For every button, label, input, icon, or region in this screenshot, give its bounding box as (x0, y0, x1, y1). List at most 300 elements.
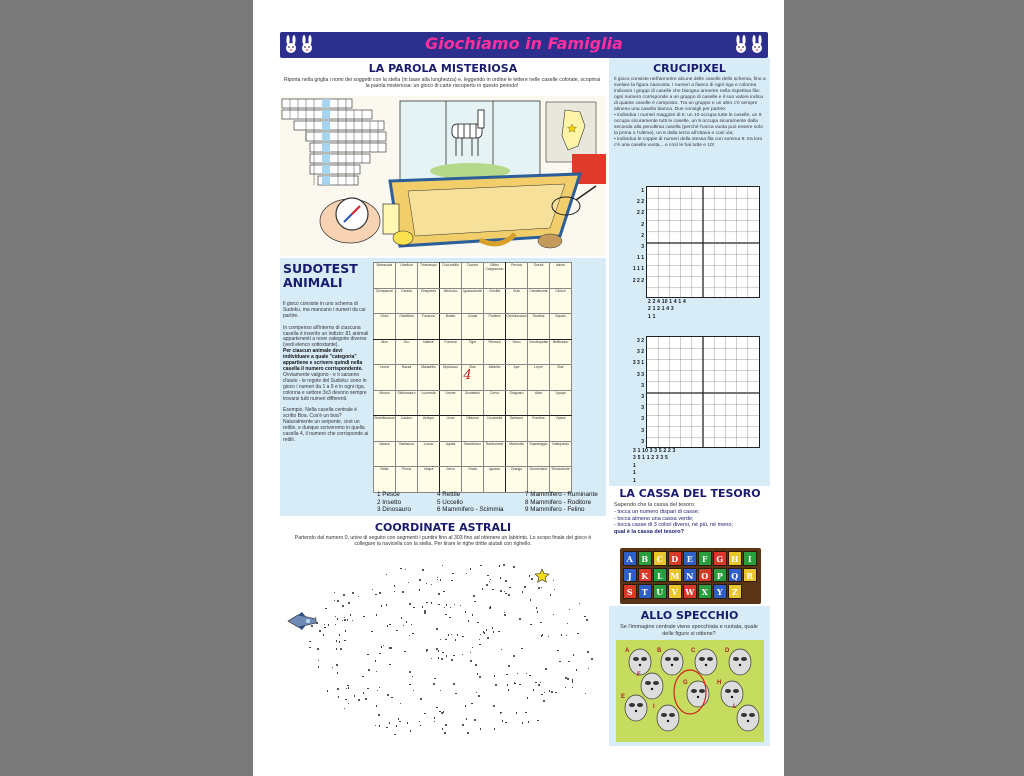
maze-dot (462, 724, 464, 726)
maze-dot (537, 611, 539, 613)
maze-dot (443, 711, 445, 713)
treasure-chest[interactable] (713, 568, 727, 583)
maze-dot (516, 712, 518, 714)
maze-dot (524, 586, 526, 588)
maze-dot (554, 589, 556, 591)
treasure-chest[interactable] (668, 584, 682, 599)
maze-dot (486, 629, 488, 631)
maze-dot (478, 695, 480, 697)
chest-letter: E (686, 554, 693, 564)
maze-dot (519, 684, 521, 686)
sudoku-cell[interactable]: Canbia (396, 288, 418, 314)
maze-dot (521, 648, 523, 650)
crucipixel-1-col-clues: 2 2 4 10 1 4 1 4 2 1 2 1 4 3 1 1 (648, 299, 686, 320)
maze-dot (379, 687, 381, 689)
sudoku-cell[interactable]: Ape (506, 365, 528, 391)
sudoku-cell[interactable]: Castoro (396, 416, 418, 442)
treasure-chest[interactable] (728, 584, 742, 599)
raccoon-figure[interactable] (737, 705, 759, 731)
sudoku-cell[interactable]: Gufo (506, 288, 528, 314)
crucipixel-grid-2[interactable] (646, 336, 760, 448)
maze-dot (440, 579, 442, 581)
treasure-chest[interactable] (638, 584, 652, 599)
maze-dot (543, 700, 545, 702)
treasure-chest[interactable] (638, 568, 652, 583)
treasure-chest[interactable] (668, 568, 682, 583)
maze-dot (443, 591, 445, 593)
maze-dot (338, 696, 340, 698)
maze-dot (529, 675, 531, 677)
sudoku-cell[interactable]: Lepre (528, 365, 550, 391)
sudoku-cell[interactable]: Sheirillosauro (374, 416, 396, 442)
sudoku-cell[interactable]: Scarafaggio (528, 441, 550, 467)
sudoku-cell[interactable]: Alce (374, 339, 396, 365)
maze-dot (336, 648, 338, 650)
maze-dot (367, 654, 369, 656)
sudoku-cell[interactable]: Stichosauro (396, 390, 418, 416)
raccoon-figure[interactable] (729, 649, 751, 675)
treasure-chest[interactable] (728, 568, 742, 583)
maze-dot (336, 664, 338, 666)
sudoku-cell[interactable]: Aquila (440, 441, 462, 467)
maze-dot (540, 682, 542, 684)
chest-letter: W (685, 587, 695, 597)
maze-dot (472, 647, 474, 649)
sudoku-cell[interactable]: Gibbone (462, 416, 484, 442)
sudoku-cell[interactable]: Luccio (418, 441, 440, 467)
maze-dot (394, 734, 396, 736)
sudoku-cell[interactable]: Tricotodonte (550, 467, 572, 493)
sudoku-cell[interactable]: Camaleonte (528, 288, 550, 314)
chest-letter: R (746, 570, 754, 581)
sudoku-cell[interactable]: Salmone (506, 416, 528, 442)
maze-dot (389, 624, 391, 626)
sudoku-cell[interactable]: Ghiro (374, 314, 396, 340)
parola-title: LA PAROLA MISTERIOSA (368, 62, 518, 75)
raccoon-figure[interactable] (625, 695, 647, 721)
sudoku-cell[interactable]: Lince (440, 416, 462, 442)
treasure-chest[interactable] (698, 551, 712, 566)
maze-dot (335, 624, 337, 626)
maze-dot (508, 594, 510, 596)
maze-dot (454, 604, 456, 606)
maze-dot (529, 575, 531, 577)
sudoku-cell[interactable]: Dromedario (528, 467, 550, 493)
figure-label: B (657, 648, 662, 654)
sudoku-cell[interactable]: Ghepardo (418, 288, 440, 314)
treasure-chest[interactable] (623, 568, 637, 583)
sudoku-cell[interactable]: Puma (396, 467, 418, 493)
maze-dot (528, 721, 530, 723)
sudoku-cell[interactable]: Squalo (550, 314, 572, 340)
sudoku-cell[interactable]: Lucertola (418, 390, 440, 416)
maze-dot (541, 587, 543, 589)
maze-dot (486, 584, 488, 586)
maze-dot (375, 725, 377, 727)
maze-dot (487, 575, 489, 577)
sudoku-cell[interactable]: Vespa (418, 467, 440, 493)
maze-dot (544, 692, 546, 694)
star-icon (534, 568, 550, 584)
maze-dot (354, 695, 356, 697)
sudoku-cell[interactable]: Scoiattolo (462, 390, 484, 416)
sudoku-cell[interactable]: Orata (462, 467, 484, 493)
chest-letter: F (701, 554, 708, 564)
maze-dot (407, 722, 409, 724)
sudoku-cell[interactable]: Mosca (374, 390, 396, 416)
sudoku-cell[interactable]: Bue (550, 365, 572, 391)
treasure-chest[interactable] (743, 551, 757, 566)
maze-dot (504, 612, 506, 614)
maze-dot (381, 646, 383, 648)
figure-label: H (717, 680, 722, 686)
maze-dot (379, 653, 381, 655)
maze-dot (332, 667, 334, 669)
maze-dot (318, 666, 320, 668)
page-title: Giochiamo in Famiglia (425, 34, 623, 53)
chest-letter: K (641, 570, 649, 581)
sudoku-cell[interactable]: Ortwittina (396, 314, 418, 340)
maze-dot (453, 655, 455, 657)
sudoku-cell[interactable]: Triceratopo (418, 263, 440, 289)
sudoku-cell[interactable]: Marmotta (506, 441, 528, 467)
sudoku-cell[interactable]: Scimpanzé (374, 288, 396, 314)
maze-dot (344, 640, 346, 642)
maze-dot (342, 620, 344, 622)
maze-dot (389, 664, 391, 666)
maze-dot (413, 607, 415, 609)
maze-dot (569, 609, 571, 611)
sudoku-cell[interactable]: Leone (374, 365, 396, 391)
sudoku-cell[interactable]: Gattopardo (550, 441, 572, 467)
sudoku-cell[interactable]: Sardina (528, 314, 550, 340)
chest-letter: L (656, 570, 663, 581)
maze-dot (327, 690, 329, 692)
crucipixel-title: CRUCIPIXEL (653, 62, 726, 75)
maze-dot (438, 650, 440, 652)
maze-dot (409, 684, 411, 686)
chest-letter: V (671, 587, 678, 597)
sudoku-cell[interactable]: Merluzzo (440, 288, 462, 314)
specchio-figures[interactable] (616, 640, 764, 742)
maze-dot (324, 624, 326, 626)
maze-dot (475, 664, 477, 666)
maze-dot (537, 720, 539, 722)
sudoku-cell[interactable]: Anilope (418, 416, 440, 442)
sudoku-cell[interactable]: Rondine (528, 416, 550, 442)
maze-dot (470, 568, 472, 570)
sudoku-cell[interactable]: Iguana (484, 467, 506, 493)
crucipixel-2-row-clues: 3 2 3 2 3 3 1 3 3 3 3 3 3 3 3 (632, 338, 644, 445)
sudoku-cell[interactable]: Diplodoco (440, 365, 462, 391)
maze-dot (413, 690, 415, 692)
sudoku-cell[interactable]: Coccinella (484, 416, 506, 442)
sudoku-cell[interactable]: Cerottopsale (528, 339, 550, 365)
sudoku-grid[interactable] (373, 262, 583, 490)
maze-dot (584, 616, 586, 618)
maze-dot (457, 634, 459, 636)
raccoon-figure[interactable] (721, 681, 743, 707)
sudoku-cell[interactable]: Boa (462, 365, 484, 391)
maze-dot (530, 624, 532, 626)
maze-dot (566, 635, 568, 637)
maze-dot (450, 607, 452, 609)
treasure-chest[interactable] (668, 551, 682, 566)
treasure-chest[interactable] (623, 584, 637, 599)
maze-dot (405, 569, 407, 571)
sudoku-cell[interactable]: Razza (396, 365, 418, 391)
sudoku-example-number: 4 (463, 368, 472, 383)
sudoku-cell[interactable]: Libellula (396, 263, 418, 289)
sudoku-cell[interactable]: Istrice (550, 263, 572, 289)
sudoku-cell[interactable]: Natrice (418, 339, 440, 365)
sudoku-cell[interactable]: Cicala (462, 314, 484, 340)
maze-dot (426, 651, 428, 653)
sudoku-cell[interactable]: Giaguaro (506, 390, 528, 416)
sudoku-cell[interactable]: Corvo (484, 390, 506, 416)
sudoku-cell[interactable]: Condor (462, 263, 484, 289)
maze-dot (446, 655, 448, 657)
chest-letter: N (686, 570, 694, 581)
maze-dot (498, 631, 500, 633)
maze-dot (400, 703, 402, 705)
sudoku-cell[interactable]: Geco (506, 339, 528, 365)
sudoku-cell[interactable]: Barracuda (374, 263, 396, 289)
maze-dot (451, 580, 453, 582)
sudoku-cell[interactable]: Remora (484, 339, 506, 365)
sudoku-cell[interactable]: Varano (374, 441, 396, 467)
maze-dot (344, 617, 346, 619)
sudoku-cell[interactable]: Maiadrillo (418, 365, 440, 391)
maze-dot (460, 605, 462, 607)
sudoku-cell[interactable]: Coccodrillo (440, 263, 462, 289)
maze-dot (477, 673, 479, 675)
sudoku-cell[interactable]: Alice (528, 390, 550, 416)
maze-dot (345, 699, 347, 701)
maze-dot (337, 618, 339, 620)
maze-dot (451, 634, 453, 636)
maze-dot (585, 693, 587, 695)
maze-dot (490, 579, 492, 581)
dot-to-dot-puzzle[interactable] (309, 554, 605, 744)
sudoku-row (374, 314, 572, 340)
maze-dot (438, 657, 440, 659)
maze-dot (371, 631, 373, 633)
maze-dot (434, 678, 436, 680)
treasure-chest[interactable] (653, 551, 667, 566)
maze-dot (398, 718, 400, 720)
chest-letter: P (716, 570, 723, 581)
maze-dot (399, 721, 401, 723)
parola-illustration (280, 96, 606, 256)
sudoku-row (374, 467, 572, 493)
treasure-chest[interactable] (638, 551, 652, 566)
treasure-chest[interactable] (698, 568, 712, 583)
raccoon-figure[interactable] (657, 705, 679, 731)
sudoku-cell[interactable]: Cinciltà (484, 288, 506, 314)
treasure-chest[interactable] (713, 584, 727, 599)
maze-dot (476, 692, 478, 694)
maze-dot (335, 616, 337, 618)
sudotest-text: Il gioco consiste in uno schema di Sudoku, ma mancano i numeri da cui partire. In compenso all'interno di ciascuna casella è inserito un indizio: 81 animali appartenenti a nove categorie diverse (vedi elenco sottostante). Per ciascun animale devi individuare a quale "categoria" appartiene e scrivere quindi nella casella il numero corrispondente. Ovviamente valgono - e ti saranno d'aiuto - le regole del Sudoku: sono in gioco i numeri da 1 a 9 e in ogni riga, colonna e settore 3x3 devono sempre trovarsi tutti numeri differenti. Esempio. Nella casella centrale è scritto Boa. Cos'è un boa? Naturalmente un serpente, cioè un rettile, e dunque scriveremo in quella casella 4, il numero che corrisponde ai rettili. (283, 301, 369, 443)
sudoku-cell[interactable]: Tigre (462, 339, 484, 365)
spaceship-icon (286, 612, 320, 630)
maze-dot (339, 641, 341, 643)
maze-dot (347, 619, 349, 621)
sudoku-cell[interactable]: Pantera (484, 314, 506, 340)
maze-dot (441, 658, 443, 660)
maze-dot (465, 611, 467, 613)
maze-dot (468, 620, 470, 622)
maze-dot (470, 660, 472, 662)
maze-dot (378, 714, 380, 716)
maze-dot (548, 636, 550, 638)
maze-dot (513, 655, 515, 657)
maze-dot (408, 582, 410, 584)
maze-dot (540, 622, 542, 624)
treasure-chest[interactable] (713, 551, 727, 566)
maze-dot (541, 694, 543, 696)
maze-dot (386, 727, 388, 729)
treasure-chest[interactable] (698, 584, 712, 599)
maze-dot (505, 580, 507, 582)
maze-dot (536, 607, 538, 609)
sudoku-row (374, 288, 572, 314)
figure-label: F (637, 672, 641, 678)
sudoku-cell[interactable]: Cimice (550, 288, 572, 314)
maze-dot (505, 593, 507, 595)
sudoku-cell[interactable]: Bufalo (440, 314, 462, 340)
crucipixel-grid-1[interactable] (646, 186, 760, 298)
maze-dot (587, 651, 589, 653)
sudoku-cell[interactable]: Ratto (374, 467, 396, 493)
maze-dot (352, 592, 354, 594)
figure-label: C (691, 648, 696, 654)
treasure-chest[interactable] (728, 551, 742, 566)
sudoku-cell[interactable]: Cervo (440, 467, 462, 493)
maze-dot (525, 712, 527, 714)
maze-dot (465, 705, 467, 707)
sudoku-cell[interactable]: Ranfomnce (484, 441, 506, 467)
maze-dot (420, 725, 422, 727)
maze-dot (347, 685, 349, 687)
maze-dot (507, 684, 509, 686)
maze-dot (568, 661, 570, 663)
sudotest-legend: 1 Pesce 2 Insetto 3 Dinosauro 4 Rettile 5 Uccello 6 Mammifero - Scimmia 7 Mammifero - Ruminante 8 Mammifero - Roditore 9 Mammifero - Felino (377, 491, 598, 514)
sudoku-cell[interactable]: Stambecco (462, 441, 484, 467)
maze-dot (508, 689, 510, 691)
maze-dot (440, 690, 442, 692)
maze-dot (522, 591, 524, 593)
treasure-chest[interactable] (683, 584, 697, 599)
sudoku-cell[interactable]: Barbacca (396, 441, 418, 467)
maze-dot (462, 654, 464, 656)
maze-dot (358, 699, 360, 701)
sudoku-cell[interactable]: Orango (506, 467, 528, 493)
sudoku-cell[interactable]: Iguanodonte (462, 288, 484, 314)
sudoku-cell[interactable]: Vipera (550, 416, 572, 442)
crucipixel-1-row-clues: 1 2 2 2 2 2 2 3 1 1 1 1 1 2 2 2 (632, 188, 644, 284)
chest-letter: C (656, 554, 663, 564)
figure-label: I (653, 704, 655, 710)
sudoku-cell[interactable]: Urione (440, 390, 462, 416)
treasure-chest[interactable] (653, 568, 667, 583)
maze-dot (437, 579, 439, 581)
maze-dot (466, 573, 468, 575)
parola-text: Riporta nella griglia i nomi dei soggetti con la stella (in base alla lunghezza) e, leggendo in ordine le lettere nelle caselle colorate, scoprirai la parola misteriosa: un gioco di carte riscoperto in questo periodo! (283, 77, 601, 90)
maze-dot (472, 614, 474, 616)
sudoku-cell[interactable]: Allobillo (484, 365, 506, 391)
sudoku-cell[interactable]: Gibbo Cappuccino (484, 263, 506, 289)
maze-dot (522, 722, 524, 724)
sudoku-cell[interactable]: Formica (440, 339, 462, 365)
sudoku-cell[interactable]: Ocelot (528, 263, 550, 289)
sudoku-row (374, 263, 572, 289)
maze-dot (553, 580, 555, 582)
maze-dot (376, 671, 378, 673)
maze-dot (387, 625, 389, 627)
sudoku-cell[interactable]: Bellitosino (550, 339, 572, 365)
sudoku-cell[interactable]: Pecora (506, 263, 528, 289)
maze-dot (411, 624, 413, 626)
treasure-chest[interactable] (683, 551, 697, 566)
maze-dot (567, 678, 569, 680)
maze-dot (379, 592, 381, 594)
header-banner (280, 32, 768, 58)
treasure-chest[interactable] (743, 568, 757, 583)
treasure-chests-grid[interactable] (620, 548, 761, 604)
maze-dot (376, 614, 378, 616)
maze-dot (493, 705, 495, 707)
sudotest-title: SUDOTEST ANIMALI (283, 261, 358, 290)
maze-dot (375, 660, 377, 662)
maze-dot (479, 644, 481, 646)
figure-label: A (625, 648, 630, 654)
maze-dot (474, 601, 476, 603)
maze-dot (440, 639, 442, 641)
maze-dot (386, 574, 388, 576)
sudoku-cell[interactable]: Ornimiosauro (506, 314, 528, 340)
maze-dot (309, 641, 311, 643)
maze-dot (426, 649, 428, 651)
maze-dot (561, 634, 563, 636)
maze-dot (455, 639, 457, 641)
treasure-chest[interactable] (683, 568, 697, 583)
sudoku-cell[interactable]: Gru (396, 339, 418, 365)
maze-dot (375, 594, 377, 596)
maze-dot (350, 614, 352, 616)
sudoku-cell[interactable]: Upupa (550, 390, 572, 416)
raccoon-figure[interactable] (695, 649, 717, 675)
maze-dot (533, 689, 535, 691)
sudoku-cell[interactable]: Faraona (418, 314, 440, 340)
maze-dot (334, 592, 336, 594)
maze-dot (480, 728, 482, 730)
treasure-chest[interactable] (653, 584, 667, 599)
maze-dot (376, 705, 378, 707)
treasure-chest[interactable] (623, 551, 637, 566)
maze-dot (436, 628, 438, 630)
cassa-title: LA CASSA DEL TESORO (619, 487, 761, 500)
maze-dot (591, 658, 593, 660)
raccoon-figure[interactable] (661, 649, 683, 675)
raccoon-figure[interactable] (641, 673, 663, 699)
maze-dot (406, 621, 408, 623)
maze-dot (424, 610, 426, 612)
maze-dot (328, 624, 330, 626)
crossword-grid (280, 96, 606, 256)
maze-dot (553, 614, 555, 616)
